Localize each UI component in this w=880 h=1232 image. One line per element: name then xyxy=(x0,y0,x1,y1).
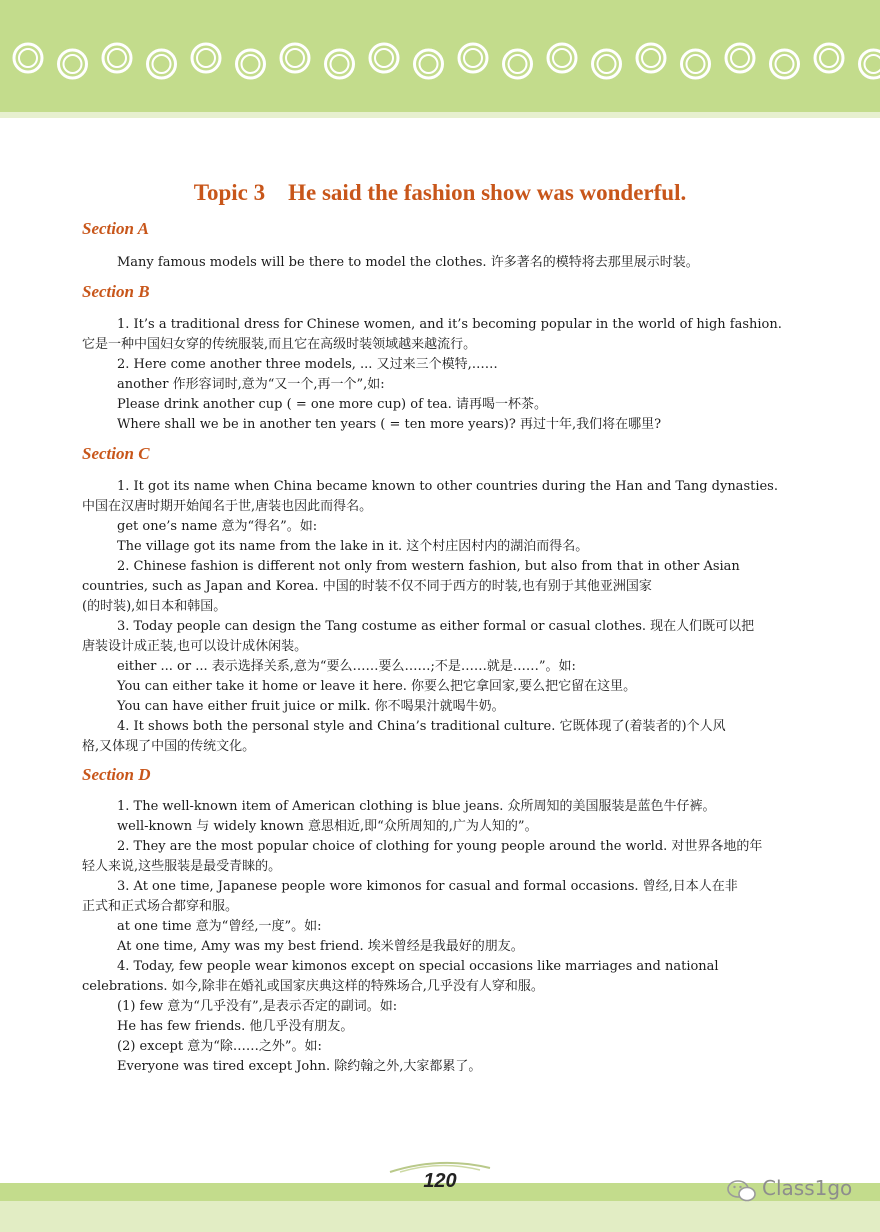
text-line: 1. It’s a traditional dress for Chinese women, and it’s becoming popular in the world of high fashion. xyxy=(117,317,782,332)
text-line: Where shall we be in another ten years ( = ten more years)? 再过十年,我们将在哪里? xyxy=(117,417,662,432)
ring-ornament xyxy=(642,49,660,67)
ring-ornament xyxy=(731,49,749,67)
text-line: 2. Chinese fashion is different not only from western fashion, but also from that in other Asian xyxy=(117,559,740,574)
text-line: celebrations. 如今,除非在婚礼或国家庆典这样的特殊场合,几乎没有人穿和服。 xyxy=(82,979,544,994)
text-line: At one time, Amy was my best friend. 埃米曾经是我最好的朋友。 xyxy=(117,939,524,954)
text-line: 1. It got its name when China became known to other countries during the Han and Tang dynasties. xyxy=(117,479,778,494)
page-number: 120 xyxy=(423,1170,457,1192)
text-line: 轻人来说,这些服装是最受青睐的。 xyxy=(82,859,282,874)
text-line: You can have either fruit juice or milk. 你不喝果汁就喝牛奶。 xyxy=(117,699,505,714)
section-d-heading: Section D xyxy=(82,765,151,784)
text-line: (的时装),如日本和韩国。 xyxy=(82,599,227,614)
text-line: well-known 与 widely known 意思相近,即“众所周知的,广为人知的”。 xyxy=(117,819,538,834)
text-line: 3. At one time, Japanese people wore kimonos for casual and formal occasions. 曾经,日本人在非 xyxy=(117,879,738,894)
ring-ornament xyxy=(331,55,349,73)
ring-ornament xyxy=(242,55,260,73)
text-line: Everyone was tired except John. 除约翰之外,大家都累了。 xyxy=(117,1059,482,1074)
page-title: Topic 3 He said the fashion show was wonderful. xyxy=(193,180,687,205)
ring-ornament xyxy=(108,49,126,67)
ring-ornament xyxy=(598,55,616,73)
text-line: 2. Here come another three models, ... 又过来三个模特,…… xyxy=(117,357,498,372)
text-line: He has few friends. 他几乎没有朋友。 xyxy=(117,1019,354,1034)
ring-ornament xyxy=(375,49,393,67)
ring-ornament xyxy=(464,49,482,67)
section-d-body xyxy=(82,797,798,1077)
text-line: 1. The well-known item of American clothing is blue jeans. 众所周知的美国服装是蓝色牛仔裤。 xyxy=(117,799,716,814)
ring-ornament xyxy=(553,49,571,67)
section-b-heading: Section B xyxy=(82,282,150,301)
ring-ornament xyxy=(776,55,794,73)
text-line: Please drink another cup ( = one more cup) of tea. 请再喝一杯茶。 xyxy=(117,397,547,412)
text-line: countries, such as Japan and Korea. 中国的时装不仅不同于西方的时装,也有别于其他亚洲国家 xyxy=(82,579,652,594)
ring-ornament xyxy=(820,49,838,67)
text-line: at one time 意为“曾经,一度”。如: xyxy=(117,919,322,934)
header-stripe xyxy=(0,112,880,118)
ring-ornament xyxy=(153,55,171,73)
section-a-heading: Section A xyxy=(82,219,149,238)
ring-ornament xyxy=(64,55,82,73)
text-line: You can either take it home or leave it here. 你要么把它拿回家,要么把它留在这里。 xyxy=(117,679,637,694)
ring-ornament xyxy=(286,49,304,67)
text-line: (2) except 意为“除……之外”。如: xyxy=(117,1039,322,1054)
text-line: get one’s name 意为“得名”。如: xyxy=(117,519,318,534)
text-line: 3. Today people can design the Tang costume as either formal or casual clothes. 现在人们既可以把 xyxy=(117,619,755,634)
ring-ornament xyxy=(865,55,880,73)
ring-ornament xyxy=(687,55,705,73)
footer-stripe xyxy=(0,1201,880,1232)
text-line: Many famous models will be there to model the clothes. 许多著名的模特将去那里展示时装。 xyxy=(117,255,699,270)
text-line: 格,又体现了中国的传统文化。 xyxy=(82,739,256,754)
ring-ornament xyxy=(197,49,215,67)
text-line: 正式和正式场合都穿和服。 xyxy=(82,899,239,914)
text-line: 中国在汉唐时期开始闻名于世,唐装也因此而得名。 xyxy=(82,499,373,514)
wechat-icon xyxy=(726,1178,758,1204)
section-b-body xyxy=(82,315,798,435)
ring-ornament xyxy=(420,55,438,73)
text-line: The village got its name from the lake in it. 这个村庄因村内的湖泊而得名。 xyxy=(117,539,589,554)
text-line: 2. They are the most popular choice of clothing for young people around the world. 对世界各地的年 xyxy=(117,839,763,854)
ring-ornament xyxy=(860,50,880,78)
text-line: 4. It shows both the personal style and China’s traditional culture. 它既体现了(着装者的)个人风 xyxy=(117,719,726,734)
text-line: another 作形容词时,意为“又一个,再一个”,如: xyxy=(117,377,385,392)
text-line: either ... or ... 表示选择关系,意为“要么……要么……;不是……就是……”。如: xyxy=(117,659,576,674)
decorative-rings xyxy=(0,0,880,100)
ring-ornament xyxy=(509,55,527,73)
section-c-heading: Section C xyxy=(82,444,150,463)
section-c-body xyxy=(82,477,798,757)
watermark-text: Class1go xyxy=(762,1176,853,1200)
text-line: 唐装设计成正装,也可以设计成休闲装。 xyxy=(82,639,308,654)
ring-ornament xyxy=(19,49,37,67)
text-line: (1) few 意为“几乎没有”,是表示否定的副词。如: xyxy=(117,999,398,1014)
text-line: 它是一种中国妇女穿的传统服装,而且它在高级时装领域越来越流行。 xyxy=(82,337,477,352)
section-a-body xyxy=(82,253,798,273)
text-line: 4. Today, few people wear kimonos except on special occasions like marriages and national xyxy=(117,959,719,974)
